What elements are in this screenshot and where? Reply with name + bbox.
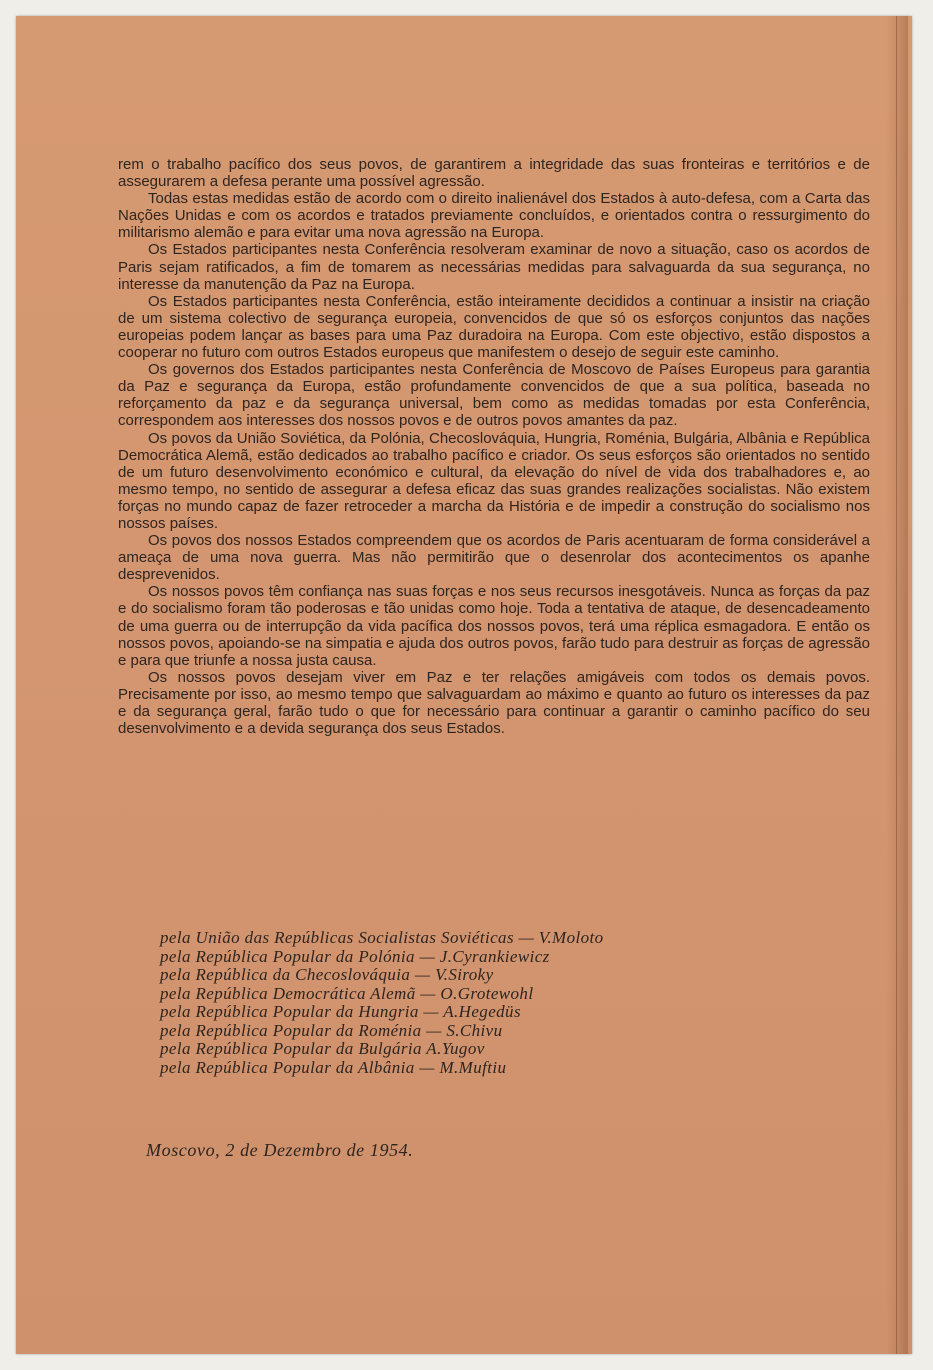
paper-fold-line	[896, 16, 897, 1354]
paragraph: Os governos dos Estados participantes nesta Conferência de Moscovo de Países Europeus para garantia da Paz e segurança da Europa, estão profundamente convencidos de que a sua política, baseada no reforçamento da paz e da segurança universal, bem como as medidas tomadas por esta Conferência, correspondem aos interesses dos nossos povos e de outros povos amantes da paz.	[118, 361, 870, 430]
paragraph: Os nossos povos têm confiança nas suas forças e nos seus recursos inesgotáveis. Nunca as forças da paz e do socialismo foram tão poderosas e tão unidas como hoje. Toda a tentativa de ataque, de desencadeamento de uma guerra ou de interrupção da vida pacífica dos nossos povos, terá uma réplica esmagadora. E então os nossos povos, apoiando-se na simpatia e ajuda dos outros povos, farão tudo para destruir as forças de agressão e para que triunfe a nossa justa causa.	[118, 583, 870, 669]
paragraph: rem o trabalho pacífico dos seus povos, de garantirem a integridade das suas fronteiras e territórios e de assegurarem a defesa perante uma possível agressão.	[118, 156, 870, 191]
paragraph: Os nossos povos desejam viver em Paz e ter relações amigáveis com todos os demais povos. Precisamente por isso, ao mesmo tempo que salvaguardam ao máximo e quanto ao futuro os interesses da paz e da segurança geral, farão tudo o que for necessário para continuar a garantir o caminho pacífico do seu desenvolvimento e a devida segurança dos seus Estados.	[118, 668, 870, 738]
paragraph: Os povos da União Soviética, da Polónia, Checoslováquia, Hungria, Roménia, Bulgária, Albânia e República Democrática Alemã, estão dedicados ao trabalho pacífico e criador. Os seus esforços são orientados no sentido de um futuro desenvolvimento económico e cultural, da elevação do nível de vida dos trabalhadores e, ao mesmo tempo, no sentido de assegurar a defesa eficaz das suas grandes realizações socialistas. Não existem forças no mundo capaz de fazer retroceder a marcha da História e de impedir a construção do socialismo nos nossos países.	[118, 429, 870, 532]
paragraph: Os Estados participantes nesta Conferência resolveram examinar de novo a situação, caso os acordos de Paris sejam ratificados, a fim de tomarem as necessárias medidas para salvaguarda da sua segurança, no interesse da manutenção da Paz na Europa.	[118, 241, 870, 293]
paper-edge-shadow	[886, 16, 908, 1354]
signature-line: pela República da Checoslováquia — V.Siroky	[160, 965, 494, 984]
signature-line: pela República Popular da Bulgária A.Yugov	[160, 1039, 485, 1058]
signature-block	[160, 929, 820, 1077]
signature-line: pela União das Repúblicas Socialistas Soviéticas — V.Moloto	[160, 928, 604, 947]
document-date: Moscovo, 2 de Dezembro de 1954.	[146, 1140, 414, 1160]
paragraph: Os Estados participantes nesta Conferência, estão inteiramente decididos a continuar a insistir na criação de um sistema colectivo de segurança europeia, convencidos de que só os esforços conjuntos das nações europeias podem lançar as bases para uma Paz duradoira na Europa. Com este objectivo, estão dispostos a cooperar no futuro com outros Estados europeus que manifestem o desejo de seguir este caminho.	[118, 292, 870, 362]
paragraph: Todas estas medidas estão de acordo com o direito inalienável dos Estados à auto-defesa, com a Carta das Nações Unidas e com os acordos e tratados previamente concluídos, e orientados contra o ressurgimento do militarismo alemão e para evitar uma nova agressão na Europa.	[118, 190, 870, 242]
signature-line: pela República Popular da Roménia — S.Chivu	[160, 1020, 503, 1040]
signature-line: pela República Popular da Hungria — A.Hegedüs	[160, 1002, 521, 1021]
signature-line: pela República Democrática Alemã — O.Grotewohl	[160, 983, 534, 1003]
declaration-body	[118, 156, 870, 737]
signature-line: pela República Popular da Albânia — M.Muftiu	[160, 1057, 507, 1077]
paragraph: Os povos dos nossos Estados compreendem que os acordos de Paris acentuaram de forma considerável a ameaça de uma nova guerra. Mas não permitirão que o desenrolar dos acontecimentos os apanhe desprevenidos.	[118, 532, 870, 584]
signature-line: pela República Popular da Polónia — J.Cyrankiewicz	[160, 946, 550, 966]
